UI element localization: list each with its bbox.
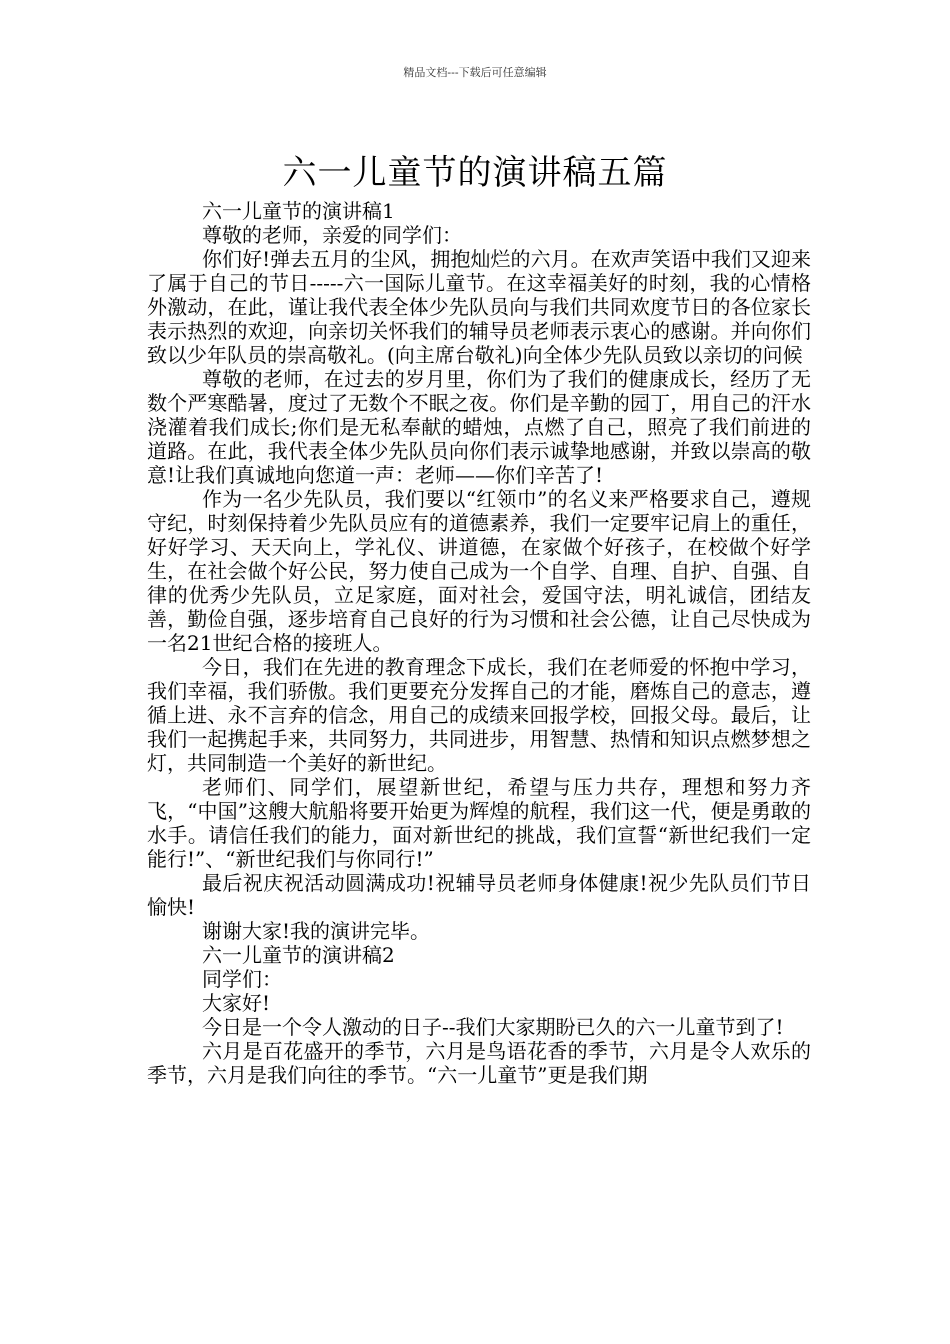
body-paragraph: 今日，我们在先进的教育理念下成长，我们在老师爱的怀抱中学习，我们幸福，我们骄傲。我们更要充分发挥自己的才能，磨炼自己的意志，遵循上进、永不言弃的信念，用自己的成绩来回报学校，回报父母。最后，让我们一起携起手来，共同努力，共同进步，用智慧、热情和知识点燃梦想之灯，共同制造一个美好的新世纪。	[147, 655, 811, 775]
document-body	[147, 199, 811, 1087]
page-header-note: 精品文档---下载后可任意编辑	[403, 66, 547, 79]
body-paragraph: 六月是百花盛开的季节，六月是鸟语花香的季节，六月是令人欢乐的季节，六月是我们向往的季节。“六一儿童节”更是我们期	[147, 1039, 811, 1087]
salutation-2: 同学们：	[202, 967, 282, 991]
closing-line: 谢谢大家!我的演讲完毕。	[202, 919, 431, 943]
body-paragraph: 作为一名少先队员，我们要以“红领巾”的名义来严格要求自己，遵规守纪，时刻保持着少先队员应有的道德素养，我们一定要牢记肩上的重任，好好学习、天天向上，学礼仪、讲道德，在家做个好孩子，在校做个好学生，在社会做个好公民，努力使自己成为一个自学、自理、自护、自强、自律的优秀少先队员，立足家庭，面对社会，爱国守法，明礼诚信，团结友善，勤俭自强，逐步培育自己良好的行为习惯和社会公德，让自己尽快成为一名21世纪合格的接班人。	[147, 487, 811, 655]
body-paragraph: 最后祝庆祝活动圆满成功!祝辅导员老师身体健康!祝少先队员们节日愉快!	[147, 871, 811, 919]
greeting-line: 大家好!	[202, 991, 271, 1015]
body-paragraph: 今日是一个令人激动的日子--我们大家期盼已久的六一儿童节到了!	[202, 1015, 784, 1039]
body-paragraph: 老师们、同学们，展望新世纪，希望与压力共存，理想和努力齐飞，“中国”这艘大航船将要开始更为辉煌的航程，我们这一代，便是勇敢的水手。请信任我们的能力，面对新世纪的挑战，我们宣誓“新世纪我们一定能行!”、“新世纪我们与你同行!”	[147, 775, 811, 871]
heading-speech-2: 六一儿童节的演讲稿2	[202, 943, 395, 967]
body-paragraph: 尊敬的老师，在过去的岁月里，你们为了我们的健康成长，经历了无数个严寒酷暑，度过了无数个不眠之夜。你们是辛勤的园丁，用自己的汗水浇灌着我们成长;你们是无私奉献的蜡烛，点燃了自己，照亮了我们前进的道路。在此，我代表全体少先队员向你们表示诚挚地感谢，并致以崇高的敬意!让我们真诚地向您道一声：老师——你们辛苦了!	[147, 367, 811, 487]
heading-speech-1: 六一儿童节的演讲稿1	[202, 199, 395, 223]
document-title: 六一儿童节的演讲稿五篇	[282, 152, 668, 193]
salutation-1: 尊敬的老师，亲爱的同学们：	[202, 223, 462, 247]
body-paragraph: 你们好!弹去五月的尘风，拥抱灿烂的六月。在欢声笑语中我们又迎来了属于自己的节日-----六一国际儿童节。在这幸福美好的时刻，我的心情格外激动，在此，谨让我代表全体少先队员向与我们共同欢度节日的各位家长表示热烈的欢迎，向亲切关怀我们的辅导员老师表示衷心的感谢。并向你们致以少年队员的崇高敬礼。(向主席台敬礼)向全体少先队员致以亲切的问候	[147, 247, 811, 367]
